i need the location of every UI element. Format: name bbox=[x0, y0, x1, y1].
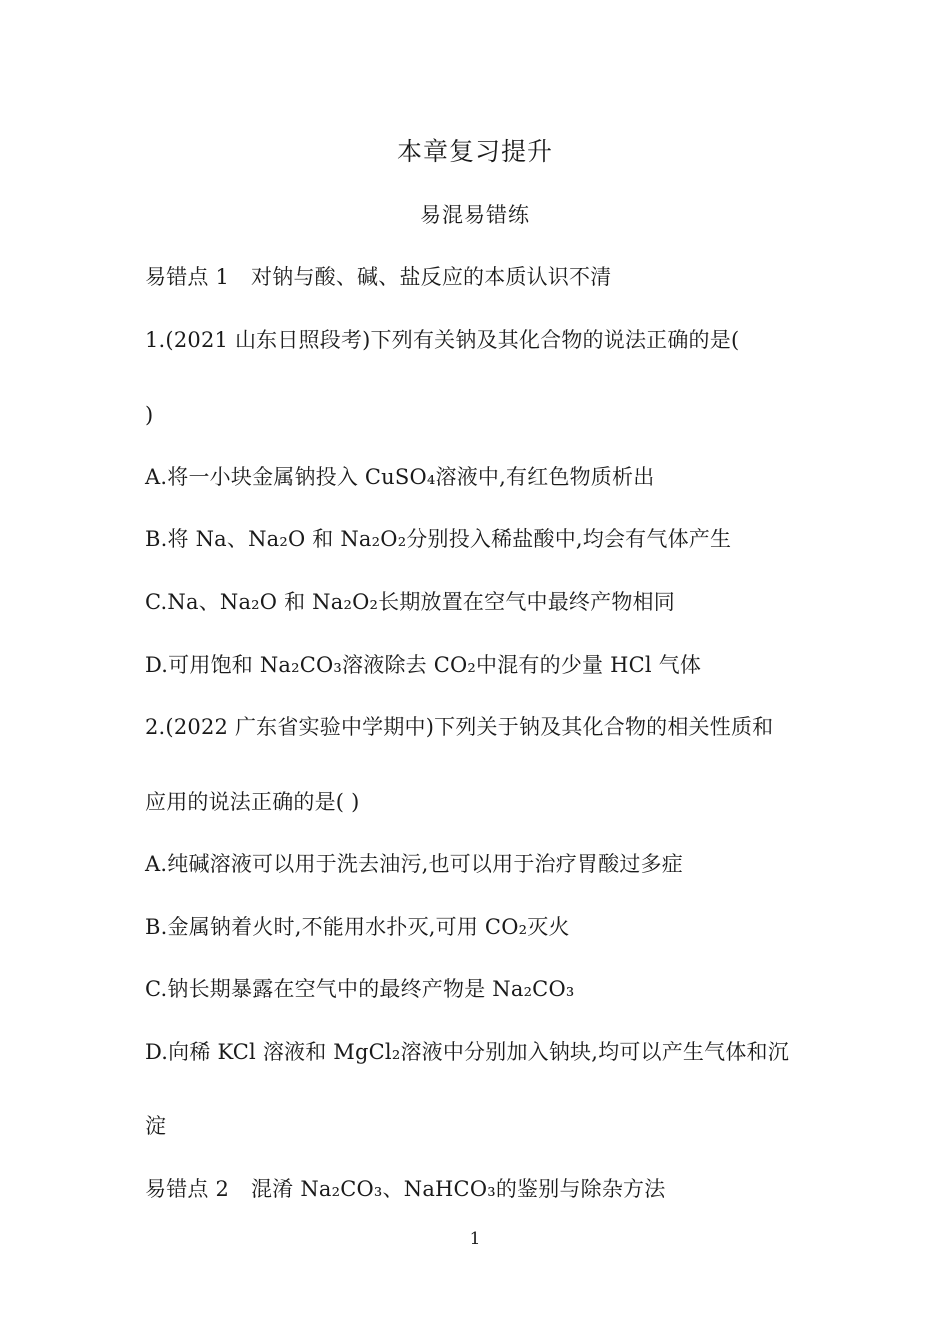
q1-option-a: A.将一小块金属钠投入 CuSO₄溶液中,有红色物质析出 bbox=[145, 465, 655, 489]
q2-option-a: A.纯碱溶液可以用于洗去油污,也可以用于治疗胃酸过多症 bbox=[145, 852, 683, 876]
error-point-2 bbox=[145, 1174, 665, 1204]
error-point-text: 对钠与酸、碱、盐反应的本质认识不清 bbox=[251, 265, 612, 289]
q2-stem-cont: 应用的说法正确的是( ) bbox=[145, 790, 360, 814]
q1-stem: 1.(2021 山东日照段考)下列有关钠及其化合物的说法正确的是( bbox=[145, 328, 740, 352]
q2-option-d: D.向稀 KCl 溶液和 MgCl₂溶液中分别加入钠块,均可以产生气体和沉 bbox=[145, 1040, 789, 1064]
q2-stem: 2.(2022 广东省实验中学期中)下列关于钠及其化合物的相关性质和 bbox=[145, 715, 774, 739]
q2-option-d-cont: 淀 bbox=[145, 1114, 167, 1138]
q1-option-b: B.将 Na、Na₂O 和 Na₂O₂分别投入稀盐酸中,均会有气体产生 bbox=[145, 527, 732, 551]
error-point-text: 混淆 Na₂CO₃、NaHCO₃的鉴别与除杂方法 bbox=[251, 1177, 666, 1201]
q1-option-d: D.可用饱和 Na₂CO₃溶液除去 CO₂中混有的少量 HCl 气体 bbox=[145, 653, 702, 677]
q1-option-c: C.Na、Na₂O 和 Na₂O₂长期放置在空气中最终产物相同 bbox=[145, 590, 675, 614]
error-point-label: 易错点 1 bbox=[145, 265, 230, 289]
error-point-1 bbox=[145, 262, 611, 292]
section-subtitle: 易混易错练 bbox=[420, 203, 530, 227]
q2-option-b: B.金属钠着火时,不能用水扑灭,可用 CO₂灭火 bbox=[145, 915, 570, 939]
error-point-label: 易错点 2 bbox=[145, 1177, 230, 1201]
q2-option-c: C.钠长期暴露在空气中的最终产物是 Na₂CO₃ bbox=[145, 977, 575, 1001]
page-number: 1 bbox=[469, 1229, 481, 1249]
q1-stem-cont: ) bbox=[145, 403, 154, 427]
page-title: 本章复习提升 bbox=[396, 137, 553, 166]
